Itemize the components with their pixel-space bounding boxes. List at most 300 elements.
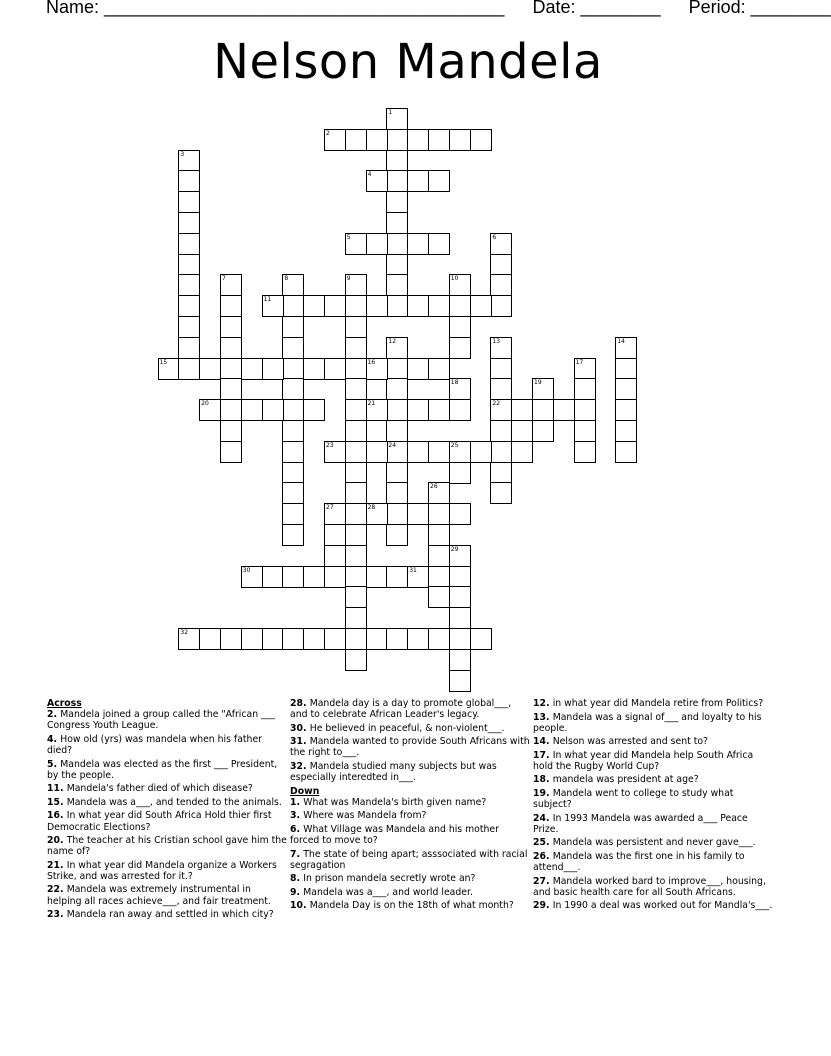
clue-text: in what year did Mandela retire from Politics? (552, 698, 764, 709)
grid-cell[interactable] (199, 358, 221, 380)
down-clue (290, 887, 530, 898)
clue-text: Mandela was extremely instrumental in helping all races achieve___, and fair treatment. (47, 884, 271, 907)
clue-text: Mandela wanted to provide South Africans with the right to___. (290, 736, 530, 759)
grid-cell[interactable] (574, 358, 596, 380)
grid-cell[interactable] (324, 295, 346, 317)
clue-label: 31. (290, 736, 310, 748)
grid-cell[interactable] (324, 358, 346, 380)
clue-text: He believed in peaceful, & non-violent___. (309, 722, 505, 734)
across-clue (290, 761, 530, 783)
grid-cell[interactable] (282, 337, 304, 359)
grid-cell[interactable] (303, 295, 325, 317)
clue-label: 2. (47, 709, 61, 721)
grid-cell[interactable] (324, 566, 346, 588)
grid-cell[interactable] (386, 378, 408, 400)
grid-cell[interactable] (282, 462, 304, 484)
grid-cell[interactable] (282, 378, 304, 400)
grid-cell[interactable] (178, 233, 200, 255)
grid-cell[interactable] (345, 545, 367, 567)
clue-text: What Village was Mandela and his mother forced to move to? (290, 823, 499, 847)
clue-text: In 1993 Mandela was awarded a___ Peace Prize. (533, 812, 748, 835)
clues-column-1 (47, 698, 287, 923)
grid-cell[interactable] (407, 170, 429, 192)
grid-cell[interactable] (345, 566, 367, 588)
grid-cell[interactable] (282, 420, 304, 442)
grid-cell[interactable] (386, 503, 408, 525)
clue-text: Mandela's father died of which disease? (66, 783, 253, 795)
clue-label: 20. (47, 835, 67, 847)
clue-text: Where was Mandela from? (303, 810, 427, 822)
grid-cell[interactable] (303, 399, 325, 421)
across-clue (47, 909, 287, 920)
grid-cell[interactable] (220, 420, 242, 442)
grid-cell[interactable] (490, 233, 512, 255)
grid-cell[interactable] (345, 482, 367, 504)
grid-cell[interactable] (449, 441, 471, 463)
grid-cell[interactable] (428, 295, 450, 317)
grid-cell[interactable] (574, 420, 596, 442)
grid-cell[interactable] (262, 628, 284, 650)
clue-number: 9 (346, 275, 351, 283)
grid-cell[interactable] (490, 274, 512, 296)
clue-number: 10 (450, 275, 459, 283)
grid-cell[interactable] (490, 254, 512, 276)
clue-label: 25. (533, 837, 553, 849)
clue-number: 27 (326, 504, 334, 512)
grid-cell[interactable] (449, 586, 471, 608)
grid-cell[interactable] (407, 566, 429, 588)
grid-cell[interactable] (282, 566, 304, 588)
grid-cell[interactable] (449, 316, 471, 338)
grid-cell[interactable] (511, 399, 533, 421)
grid-cell[interactable] (220, 441, 242, 463)
grid-cell[interactable] (449, 129, 471, 151)
date-field[interactable]: Date: ________ (532, 0, 661, 17)
grid-cell[interactable] (490, 482, 512, 504)
grid-cell[interactable] (386, 233, 408, 255)
clue-text: Nelson was arrested and sent to? (552, 736, 708, 748)
clue-text: Mandela was elected as the first ___ President, by the people. (47, 758, 278, 781)
grid-cell[interactable] (407, 358, 429, 380)
name-field[interactable]: Name: ________________________________________ (46, 0, 505, 17)
grid-cell[interactable] (490, 399, 512, 421)
grid-cell[interactable] (428, 399, 450, 421)
clue-label: 7. (290, 848, 304, 860)
grid-cell[interactable] (282, 316, 304, 338)
clue-label: 21. (47, 859, 67, 871)
grid-cell[interactable] (428, 129, 450, 151)
grid-cell[interactable] (407, 503, 429, 525)
across-clue (290, 698, 530, 720)
grid-cell[interactable] (490, 295, 512, 317)
grid-cell[interactable] (345, 337, 367, 359)
grid-cell[interactable] (386, 295, 408, 317)
grid-cell[interactable] (407, 129, 429, 151)
grid-cell[interactable] (345, 462, 367, 484)
grid-cell[interactable] (386, 462, 408, 484)
clue-text: Mandela Day is on the 18th of what month? (309, 900, 514, 912)
clue-text: In what year did South Africa Hold thier first Democratic Elections? (47, 810, 272, 833)
grid-cell[interactable] (178, 274, 200, 296)
grid-cell[interactable] (532, 378, 554, 400)
grid-cell[interactable] (303, 566, 325, 588)
grid-cell[interactable] (428, 441, 450, 463)
grid-cell[interactable] (490, 337, 512, 359)
grid-cell[interactable] (345, 503, 367, 525)
grid-cell[interactable] (324, 545, 346, 567)
grid-cell[interactable] (449, 607, 471, 629)
grid-cell[interactable] (490, 420, 512, 442)
clue-text: Mandela joined a group called the "African ___ Congress Youth League. (47, 709, 275, 732)
grid-cell[interactable] (428, 524, 450, 546)
clue-text: The state of being apart; asssociated with racial segragation (290, 848, 528, 871)
down-clue (290, 849, 530, 871)
clue-number: 11 (263, 296, 272, 304)
grid-cell[interactable] (220, 337, 242, 359)
grid-cell[interactable] (345, 274, 367, 296)
grid-cell[interactable] (449, 670, 471, 692)
grid-cell[interactable] (386, 337, 408, 359)
grid-cell[interactable] (178, 316, 200, 338)
period-field[interactable]: Period: ________ (688, 0, 831, 17)
down-clue (290, 873, 530, 884)
grid-cell[interactable] (615, 378, 637, 400)
grid-cell[interactable] (199, 628, 221, 650)
grid-cell[interactable] (386, 566, 408, 588)
grid-cell[interactable] (386, 254, 408, 276)
grid-cell[interactable] (449, 295, 471, 317)
down-clue (533, 736, 773, 747)
clues-column-2 (290, 698, 530, 914)
down-clue (290, 797, 530, 808)
clue-text: In what year did Mandela organize a Workers Strike, and was arrested for it.? (47, 859, 277, 882)
clue-number: 25 (450, 441, 459, 449)
grid-cell[interactable] (449, 649, 471, 671)
grid-cell[interactable] (407, 233, 429, 255)
grid-cell[interactable] (615, 337, 637, 359)
grid-cell[interactable] (386, 420, 408, 442)
grid-cell[interactable] (470, 628, 492, 650)
grid-cell[interactable] (220, 358, 242, 380)
down-heading: Down (290, 785, 320, 797)
across-clue (47, 783, 287, 794)
clue-text: mandela was president at age? (552, 774, 699, 786)
grid-cell[interactable] (386, 358, 408, 380)
grid-cell[interactable] (615, 399, 637, 421)
grid-cell[interactable] (220, 274, 242, 296)
clue-number: 19 (534, 379, 542, 387)
grid-cell[interactable] (345, 628, 367, 650)
grid-cell[interactable] (345, 378, 367, 400)
clue-label: 28. (290, 698, 310, 709)
grid-cell[interactable] (262, 566, 284, 588)
grid-cell[interactable] (262, 295, 284, 317)
grid-cell[interactable] (262, 358, 284, 380)
clue-number: 18 (450, 379, 459, 387)
clue-label: 32. (290, 760, 310, 772)
grid-cell[interactable] (345, 358, 367, 380)
clue-text: Mandela was a signal of___ and loyalty to his people. (533, 711, 762, 734)
grid-cell[interactable] (407, 628, 429, 650)
grid-cell[interactable] (199, 399, 221, 421)
grid-cell[interactable] (615, 420, 637, 442)
clue-number: 30 (242, 566, 251, 574)
grid-cell[interactable] (490, 378, 512, 400)
grid-cell[interactable] (386, 129, 408, 151)
clue-text: Mandela ran away and settled in which city? (66, 909, 274, 921)
grid-cell[interactable] (615, 441, 637, 463)
grid-cell[interactable] (282, 295, 304, 317)
down-clue (533, 712, 773, 734)
clue-number: 3 (180, 150, 185, 158)
clue-number: 17 (575, 358, 584, 366)
across-clue (47, 734, 287, 756)
across-clue (47, 709, 287, 731)
across-clue (47, 759, 287, 781)
grid-cell[interactable] (386, 399, 408, 421)
grid-cell[interactable] (428, 586, 450, 608)
clues-column-3 (533, 698, 773, 914)
grid-cell[interactable] (282, 503, 304, 525)
grid-cell[interactable] (345, 399, 367, 421)
grid-cell[interactable] (241, 358, 263, 380)
grid-cell[interactable] (428, 482, 450, 504)
grid-cell[interactable] (366, 170, 388, 192)
grid-cell[interactable] (490, 358, 512, 380)
clue-label: 27. (533, 875, 553, 887)
grid-cell[interactable] (324, 628, 346, 650)
clue-number: 6 (492, 233, 497, 241)
down-clue (533, 851, 773, 873)
clue-number: 13 (492, 337, 501, 345)
grid-cell[interactable] (407, 399, 429, 421)
grid-cell[interactable] (490, 462, 512, 484)
clue-number: 15 (159, 358, 168, 366)
grid-cell[interactable] (178, 254, 200, 276)
clue-label: 8. (290, 873, 304, 885)
grid-cell[interactable] (615, 358, 637, 380)
grid-cell[interactable] (262, 399, 284, 421)
grid-cell[interactable] (490, 441, 512, 463)
clue-label: 1. (290, 796, 304, 808)
grid-cell[interactable] (220, 295, 242, 317)
clue-number: 22 (492, 400, 501, 408)
clue-label: 30. (290, 722, 310, 734)
across-clue (47, 860, 287, 882)
grid-cell[interactable] (449, 566, 471, 588)
grid-cell[interactable] (241, 399, 263, 421)
grid-cell[interactable] (366, 358, 388, 380)
grid-cell[interactable] (449, 399, 471, 421)
grid-cell[interactable] (282, 482, 304, 504)
grid-cell[interactable] (345, 524, 367, 546)
grid-cell[interactable] (386, 108, 408, 130)
grid-cell[interactable] (366, 503, 388, 525)
grid-cell[interactable] (178, 170, 200, 192)
grid-cell[interactable] (428, 358, 450, 380)
grid-cell[interactable] (386, 441, 408, 463)
clue-label: 5. (47, 758, 61, 770)
grid-cell[interactable] (366, 295, 388, 317)
grid-cell[interactable] (282, 441, 304, 463)
clue-text: The teacher at his Cristian school gave him the name of? (47, 835, 287, 858)
grid-cell[interactable] (366, 399, 388, 421)
clue-label: 10. (290, 900, 310, 912)
grid-cell[interactable] (449, 462, 471, 484)
grid-cell[interactable] (220, 378, 242, 400)
across-clue (47, 884, 287, 906)
clue-number: 7 (222, 275, 226, 283)
clue-text: Mandela was a___, and tended to the animals. (66, 796, 282, 808)
clue-number: 16 (367, 358, 376, 366)
grid-cell[interactable] (345, 233, 367, 255)
clue-text: What was Mandela's birth given name? (303, 796, 487, 808)
clue-text: How old (yrs) was mandela when his father died? (47, 733, 262, 757)
down-clue (533, 750, 773, 772)
clue-label: 29. (533, 900, 553, 912)
grid-cell[interactable] (428, 545, 450, 567)
grid-cell[interactable] (470, 441, 492, 463)
puzzle-title: Nelson Mandela (213, 34, 603, 90)
grid-cell[interactable] (428, 233, 450, 255)
clue-text: In what year did Mandela help South Africa hold the Rugby World Cup? (533, 749, 754, 772)
grid-cell[interactable] (345, 441, 367, 463)
grid-cell[interactable] (282, 358, 304, 380)
grid-cell[interactable] (553, 399, 575, 421)
grid-cell[interactable] (178, 191, 200, 213)
down-clue (533, 813, 773, 835)
grid-cell[interactable] (220, 399, 242, 421)
grid-cell[interactable] (470, 295, 492, 317)
grid-cell[interactable] (449, 378, 471, 400)
grid-cell[interactable] (324, 524, 346, 546)
clue-text: In 1990 a deal was worked out for Mandla's___. (552, 900, 773, 912)
grid-cell[interactable] (178, 295, 200, 317)
clue-number: 32 (180, 629, 189, 636)
grid-cell[interactable] (386, 170, 408, 192)
grid-cell[interactable] (366, 566, 388, 588)
grid-cell[interactable] (366, 233, 388, 255)
down-clue (290, 810, 530, 821)
grid-cell[interactable] (303, 628, 325, 650)
grid-cell[interactable] (241, 628, 263, 650)
clue-label: 15. (47, 796, 67, 808)
grid-cell[interactable] (386, 274, 408, 296)
clue-label: 4. (47, 733, 61, 745)
grid-cell[interactable] (282, 399, 304, 421)
grid-cell[interactable] (449, 503, 471, 525)
grid-cell[interactable] (241, 566, 263, 588)
clue-label: 9. (290, 886, 304, 898)
grid-cell[interactable] (428, 566, 450, 588)
grid-cell[interactable] (366, 628, 388, 650)
grid-cell[interactable] (220, 316, 242, 338)
clue-label: 11. (47, 783, 67, 795)
grid-cell[interactable] (428, 170, 450, 192)
across-clue (290, 723, 530, 734)
grid-cell[interactable] (178, 212, 200, 234)
clue-number: 2 (326, 129, 330, 137)
grid-cell[interactable] (470, 129, 492, 151)
grid-cell[interactable] (178, 358, 200, 380)
grid-cell[interactable] (324, 503, 346, 525)
grid-cell[interactable] (345, 649, 367, 671)
grid-cell[interactable] (282, 524, 304, 546)
across-clue (47, 835, 287, 857)
grid-cell[interactable] (178, 150, 200, 172)
grid-cell[interactable] (324, 441, 346, 463)
grid-cell[interactable] (282, 274, 304, 296)
grid-cell[interactable] (407, 295, 429, 317)
clue-number: 8 (284, 275, 289, 283)
clue-label: 17. (533, 749, 553, 761)
grid-cell[interactable] (574, 378, 596, 400)
grid-cell[interactable] (345, 607, 367, 629)
grid-cell[interactable] (386, 628, 408, 650)
clue-label: 6. (290, 823, 304, 835)
clue-text: Mandela was persistent and never gave___. (552, 837, 756, 849)
grid-cell[interactable] (532, 399, 554, 421)
grid-cell[interactable] (345, 316, 367, 338)
grid-cell[interactable] (282, 628, 304, 650)
grid-cell[interactable] (178, 337, 200, 359)
clue-number: 1 (388, 109, 393, 116)
clue-number: 20 (201, 400, 209, 408)
grid-cell[interactable] (386, 150, 408, 172)
clue-label: 3. (290, 810, 304, 822)
grid-cell[interactable] (178, 628, 200, 650)
clue-number: 26 (430, 483, 438, 491)
grid-cell[interactable] (158, 358, 180, 380)
grid-cell[interactable] (449, 337, 471, 359)
grid-cell[interactable] (386, 191, 408, 213)
grid-cell[interactable] (303, 358, 325, 380)
grid-cell[interactable] (386, 212, 408, 234)
grid-cell[interactable] (574, 399, 596, 421)
grid-cell[interactable] (428, 503, 450, 525)
grid-cell[interactable] (532, 420, 554, 442)
grid-cell[interactable] (386, 482, 408, 504)
down-clue (290, 824, 530, 846)
clue-text: Mandela worked bard to improve___, housing, and basic health care for all South Africans. (533, 875, 766, 898)
grid-cell[interactable] (345, 586, 367, 608)
clue-label: 24. (533, 812, 553, 824)
grid-cell[interactable] (220, 628, 242, 650)
grid-cell[interactable] (428, 628, 450, 650)
grid-cell[interactable] (366, 441, 388, 463)
grid-cell[interactable] (449, 628, 471, 650)
down-clue (533, 774, 773, 785)
grid-cell[interactable] (366, 129, 388, 151)
grid-cell[interactable] (345, 295, 367, 317)
grid-cell[interactable] (449, 545, 471, 567)
across-clue (47, 797, 287, 808)
grid-cell[interactable] (574, 441, 596, 463)
grid-cell[interactable] (407, 441, 429, 463)
down-clue (533, 698, 773, 709)
clue-label: 19. (533, 787, 553, 799)
grid-cell[interactable] (324, 129, 346, 151)
clue-label: 13. (533, 711, 553, 723)
clue-label: 23. (47, 909, 67, 921)
grid-cell[interactable] (449, 274, 471, 296)
grid-cell[interactable] (345, 129, 367, 151)
clue-number: 5 (346, 233, 351, 241)
grid-cell[interactable] (386, 524, 408, 546)
grid-cell[interactable] (345, 420, 367, 442)
grid-cell[interactable] (511, 441, 533, 463)
clue-number: 21 (367, 400, 376, 408)
